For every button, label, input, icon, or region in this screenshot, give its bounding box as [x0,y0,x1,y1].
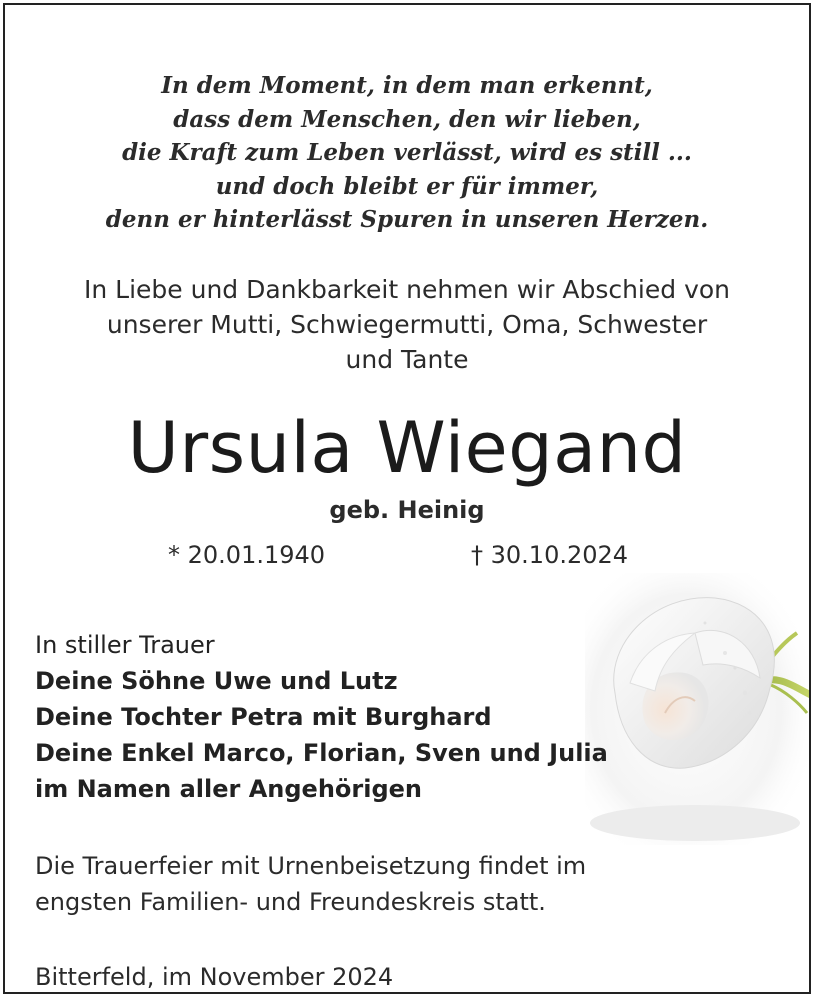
death-date: † 30.10.2024 [471,541,629,569]
intro-line: unserer Mutti, Schwiegermutti, Oma, Schwester [106,310,708,339]
white-rose-image [585,573,811,845]
poem-line: denn er hinterlässt Spuren in unseren Herzen. [105,206,709,233]
deceased-name: Ursula Wiegand [127,407,687,489]
poem-line: und doch bleibt er für immer, [215,172,599,200]
mourners-heading: In stiller Trauer [35,631,215,659]
maiden-name: geb. Heinig [329,496,485,524]
mourner-line: im Namen aller Angehörigen [35,775,423,803]
funeral-notice [35,848,586,920]
mourner-line: Deine Tochter Petra mit Burghard [35,703,492,731]
funeral-line: engsten Familien- und Freundeskreis statt. [35,888,546,916]
mourner-line: Deine Söhne Uwe und Lutz [35,667,398,695]
mourners-list [35,627,608,807]
obituary-notice [3,3,811,994]
poem-line: die Kraft zum Leben verlässt, wird es still ... [122,139,692,166]
intro-line: In Liebe und Dankbarkeit nehmen wir Abschied von [83,275,731,304]
place-and-date: Bitterfeld, im November 2024 [35,963,394,991]
memorial-poem [5,69,809,237]
poem-line: In dem Moment, in dem man erkennt, [161,72,653,99]
funeral-line: Die Trauerfeier mit Urnenbeisetzung findet im [35,852,587,880]
mourner-line: Deine Enkel Marco, Florian, Sven und Julia [35,739,608,767]
birth-date: * 20.01.1940 [168,541,326,569]
farewell-intro [5,272,809,377]
poem-line: dass dem Menschen, den wir lieben, [173,105,641,133]
intro-line: und Tante [345,345,469,374]
